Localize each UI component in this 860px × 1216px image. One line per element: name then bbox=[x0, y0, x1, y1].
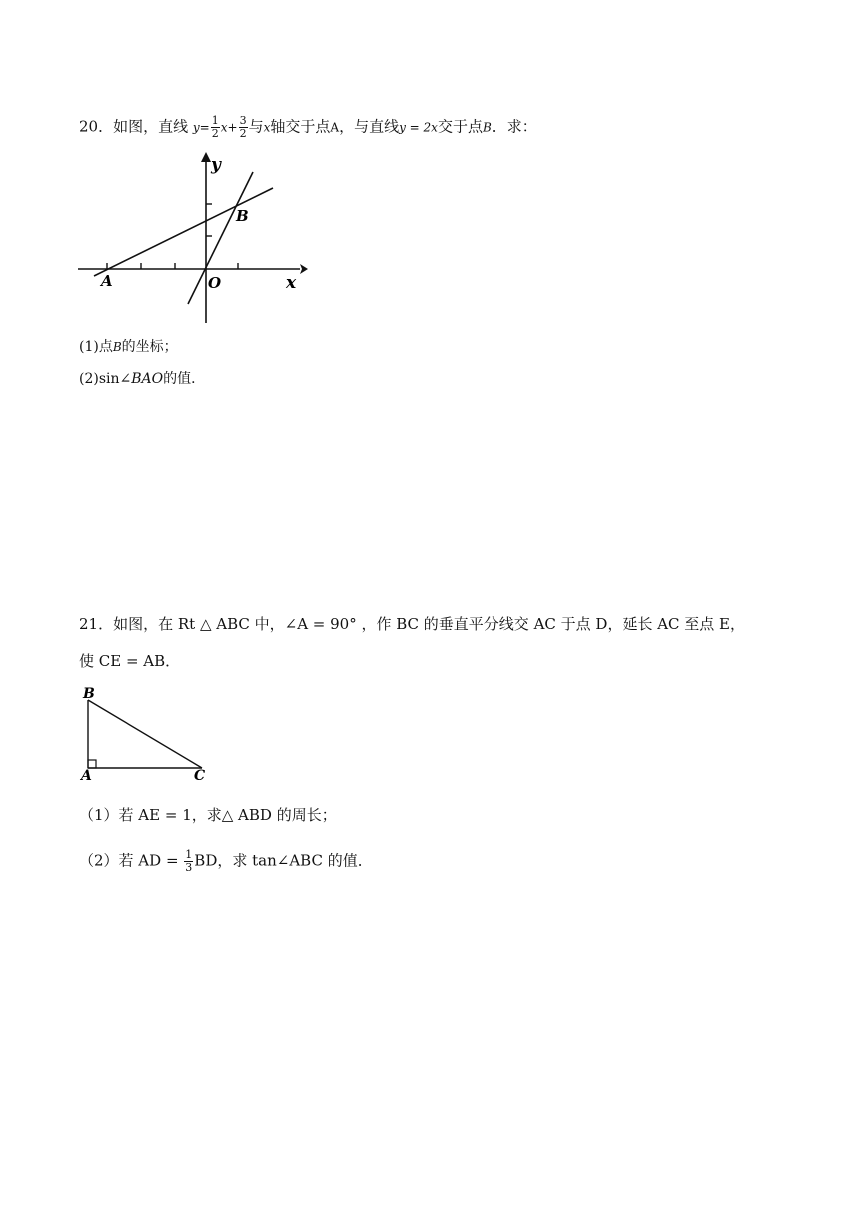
q20-figure bbox=[70, 148, 310, 328]
sub2-angle: BAO bbox=[131, 371, 164, 387]
q21-sub2 bbox=[79, 849, 373, 874]
point-b: B bbox=[482, 120, 492, 135]
sub1-point-b: B bbox=[112, 340, 122, 354]
q20-mid1: 与 bbox=[248, 117, 264, 136]
sub2-text-a: sin∠ bbox=[98, 371, 132, 387]
q20-end: ．求： bbox=[491, 117, 537, 136]
side-bc bbox=[88, 700, 202, 768]
label-a: A bbox=[101, 272, 113, 290]
sub1-number: (1) bbox=[79, 339, 99, 355]
label-c: C bbox=[194, 768, 206, 784]
fraction-one-third bbox=[184, 849, 193, 874]
q20-mid3: ，与直线 bbox=[339, 117, 400, 136]
x-var: x bbox=[263, 120, 271, 135]
q20-sub2 bbox=[79, 369, 205, 389]
x-axis-arrow-icon bbox=[300, 264, 308, 274]
sub1-text-c: 的坐标； bbox=[121, 339, 178, 355]
fraction-num: 1 bbox=[211, 114, 219, 127]
q20-mid4: 交于点 bbox=[437, 117, 483, 136]
q20-sub1 bbox=[79, 337, 178, 357]
q20-lead: 如图，直线 bbox=[113, 117, 189, 136]
label-o: O bbox=[208, 274, 222, 292]
q21-sub1: （1）若 AE = 1，求△ ABD 的周长； bbox=[79, 806, 337, 824]
label-b: B bbox=[83, 686, 95, 702]
q20-stem bbox=[79, 115, 537, 140]
fraction-den: 3 bbox=[185, 861, 193, 874]
eq-y: y bbox=[192, 120, 200, 135]
q21-line2: 使 CE = AB． bbox=[79, 652, 181, 670]
axis-label-y: y bbox=[211, 155, 221, 175]
point-a: A bbox=[330, 120, 340, 135]
eq-x: x bbox=[220, 120, 228, 135]
fraction-half bbox=[211, 115, 220, 140]
q20-mid2: 轴交于点 bbox=[270, 117, 331, 136]
eq2: y = 2x bbox=[399, 120, 438, 135]
q20-number: 20． bbox=[79, 117, 114, 136]
label-a: A bbox=[81, 768, 92, 784]
q21-figure bbox=[74, 684, 224, 788]
line-ab bbox=[94, 188, 273, 276]
right-angle-mark bbox=[88, 760, 96, 768]
fraction-three-halves bbox=[239, 115, 248, 140]
sub2-text-b: BD，求 tan∠ABC 的值． bbox=[194, 851, 373, 870]
axis-label-x: x bbox=[286, 273, 297, 293]
fraction-num: 1 bbox=[185, 848, 193, 861]
eq-plus: + bbox=[227, 120, 238, 135]
sub2-text-c: 的值． bbox=[163, 371, 206, 387]
sub1-text-a: 点 bbox=[98, 339, 113, 355]
q21-line1: 21．如图，在 Rt △ ABC 中，∠A = 90° ，作 BC 的垂直平分线交 AC 于点 D，延长 AC 至点 E， bbox=[79, 615, 746, 633]
fraction-den: 2 bbox=[239, 127, 247, 140]
y-axis-arrow-icon bbox=[201, 152, 211, 162]
fraction-num: 3 bbox=[239, 114, 247, 127]
sub2-text-a: （2）若 AD = bbox=[79, 851, 179, 870]
eq-sign: = bbox=[199, 120, 210, 135]
fraction-den: 2 bbox=[211, 127, 219, 140]
sub2-number: (2) bbox=[79, 371, 99, 387]
label-b: B bbox=[236, 207, 249, 225]
